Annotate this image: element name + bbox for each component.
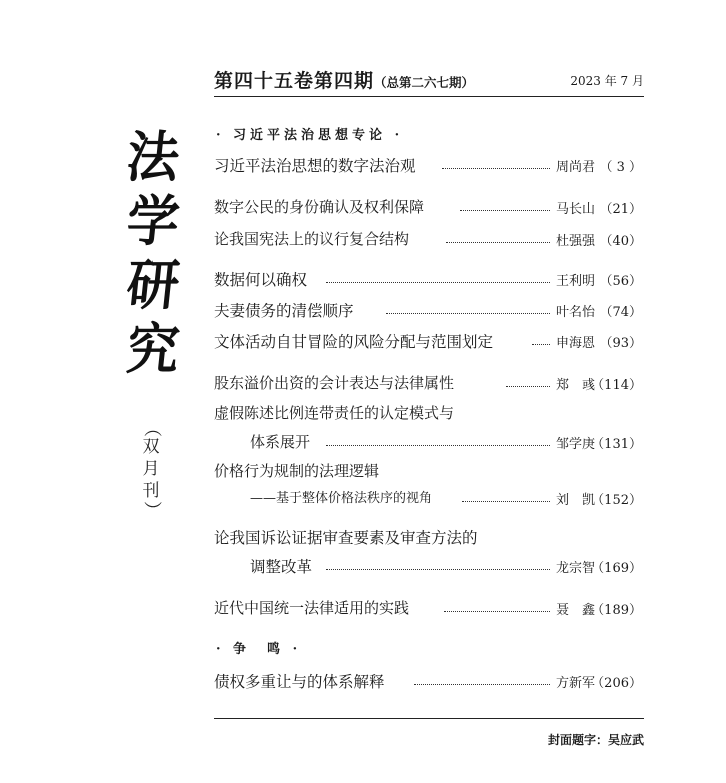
article-subtitle: ——基于整体价格法秩序的视角 [250,491,433,506]
masthead-char: 究 [123,317,183,382]
article-title: 股东溢价出资的会计表达与法律属性 [214,374,455,392]
total-issue: （总第二六七期） [374,75,475,90]
page-number: （21） [599,202,642,217]
masthead-char: 研 [123,253,183,318]
article-title: 数字公民的身份确认及权利保障 [214,198,425,216]
article-title: 近代中国统一法律适用的实践 [214,599,410,617]
volume-issue [214,66,474,93]
article-title: 债权多重让与的体系解释 [214,673,385,691]
journal-masthead [118,126,188,382]
leader-dots [460,210,550,211]
frequency-char: 刊 [142,481,160,501]
article-author: 马长山 [556,202,596,217]
toc-entry[interactable] [214,228,644,250]
article-title-continuation: 调整改革 [250,558,313,576]
article-author: 郑 彧 [556,378,596,393]
leader-dots [444,611,550,612]
page-number: （114） [591,378,642,393]
frequency-paren: ） [141,501,162,519]
toc-entry[interactable] [214,154,644,176]
article-title-continuation: 体系展开 [250,433,311,451]
toc-entry[interactable] [214,299,644,321]
leader-dots [462,501,550,502]
leader-dots [386,313,550,314]
leader-dots [532,344,550,345]
article-author: 申海恩 [556,336,596,351]
page-number: （93） [599,336,642,351]
publication-frequency [136,420,166,518]
toc-entry[interactable] [214,526,644,548]
article-title: 数据何以确权 [214,271,308,289]
toc-entry[interactable] [214,670,644,692]
page-number: （74） [599,305,642,320]
article-title: 习近平法治思想的数字法治观 [214,157,416,175]
article-author: 杜强强 [556,234,596,249]
cover-calligraphy-credit: 封面题字：吴应武 [547,733,644,747]
volume-label: 第四十五卷第四期 [214,70,375,92]
article-title: 文体活动自甘冒险的风险分配与范围划定 [214,333,494,351]
issue-header [214,62,644,97]
toc-entry[interactable] [214,196,644,218]
page-number: （169） [591,561,642,576]
leader-dots [414,684,550,685]
page-number: （206） [591,676,642,691]
toc-entry-continuation[interactable] [214,555,644,577]
section-title: · 争 鸣 · [216,642,302,657]
article-author: 龙宗智 [556,561,596,576]
page-number: （131） [591,437,642,452]
page-number: （ 3 ） [599,160,642,175]
frequency-char: 双 [142,437,160,457]
issue-date: 2023 年 7 月 [570,74,644,88]
article-author: 方新军 [556,676,596,691]
article-author: 聂 鑫 [556,603,596,618]
page-number: （189） [591,603,642,618]
leader-dots [326,445,550,446]
toc-entry[interactable] [214,402,644,424]
frequency-paren: （ [141,419,162,437]
toc-entry[interactable] [214,372,644,394]
toc-entry-continuation[interactable] [214,431,644,453]
toc-entry[interactable] [214,597,644,619]
toc-entry-continuation[interactable] [214,487,644,509]
page-number: （152） [591,493,642,508]
masthead-char: 法 [123,125,183,190]
article-author: 邹学庚 [556,437,596,452]
page-number: （56） [599,274,642,289]
article-title: 论我国宪法上的议行复合结构 [214,230,410,248]
article-author: 王利明 [556,274,596,289]
toc-entry[interactable] [214,330,644,352]
section-title: · 习近平法治思想专论 · [216,128,404,143]
frequency-char: 月 [142,459,160,479]
article-title: 夫妻债务的清偿顺序 [214,302,354,320]
leader-dots [326,569,550,570]
article-title: 虚假陈述比例连带责任的认定模式与 [214,404,455,422]
leader-dots [506,386,550,387]
page-number: （40） [599,234,642,249]
article-title: 价格行为规制的法理逻辑 [214,462,380,480]
toc-entry[interactable] [214,460,644,482]
article-author: 叶名怡 [556,305,596,320]
leader-dots [446,242,550,243]
article-author: 周尚君 [556,160,596,175]
article-author: 刘 凯 [556,493,596,508]
masthead-char: 学 [123,189,183,254]
article-title: 论我国诉讼证据审查要素及审查方法的 [214,529,478,547]
footer-divider [214,718,644,719]
leader-dots [326,282,550,283]
toc-entry[interactable] [214,268,644,290]
leader-dots [442,168,550,169]
